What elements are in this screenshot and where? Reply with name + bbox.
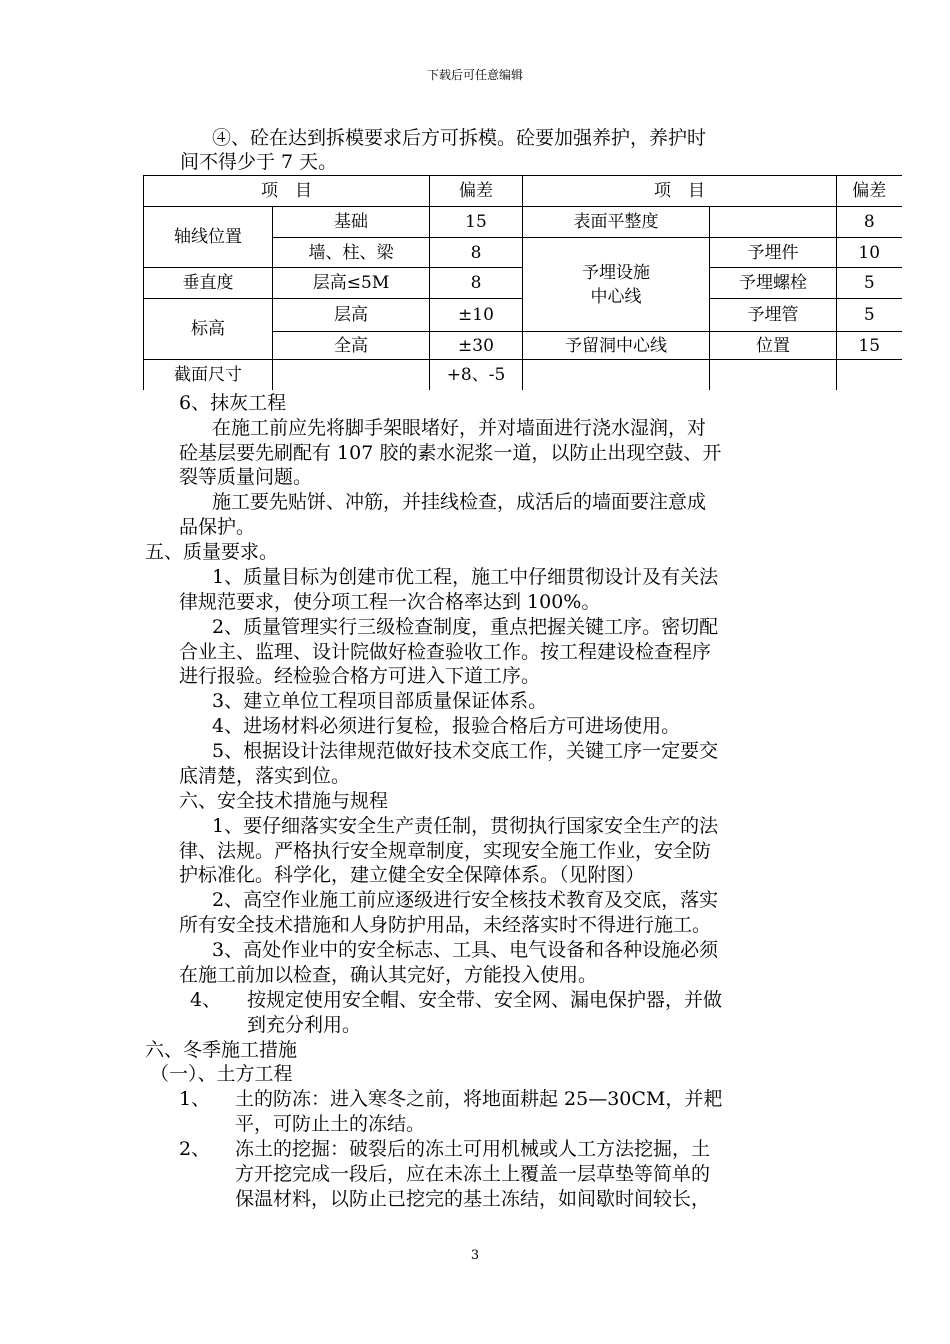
body-line: 按规定使用安全帽、安全带、安全网、漏电保护器，并做 [247, 989, 723, 1011]
table-cell: 表面平整度 [523, 207, 710, 238]
table-cell [837, 360, 902, 390]
section-heading: 6、抹灰工程 [179, 392, 287, 414]
body-line: 施工要先贴饼、冲筋，并挂线检查，成活后的墙面要注意成 [212, 491, 707, 513]
table-cell: 层高≤5M [273, 268, 430, 299]
list-number: 2、 [179, 1138, 211, 1160]
body-line: 进行报验。经检验合格方可进入下道工序。 [179, 665, 541, 687]
list-number: 4、 [190, 989, 222, 1011]
body-line: 底清楚，落实到位。 [179, 765, 351, 787]
table-header-deviation: 偏差 [837, 176, 902, 207]
table-cell: 8 [430, 268, 523, 299]
table-cell [710, 207, 837, 238]
table-cell [273, 360, 430, 390]
table-cell: +8、-5 [430, 360, 523, 390]
intro-line: 间不得少于 7 天。 [180, 151, 338, 173]
section-heading: 六、冬季施工措施 [145, 1039, 298, 1061]
body-line: 冻土的挖掘：破裂后的冻土可用机械或人工方法挖掘，土 [235, 1138, 711, 1160]
table-cell: 8 [430, 238, 523, 268]
table-cell: 轴线位置 [144, 207, 273, 268]
body-line: 在施工前加以检查，确认其完好，方能投入使用。 [179, 964, 598, 986]
page-header: 下载后可任意编辑 [426, 68, 523, 82]
table-cell: ±10 [430, 299, 523, 332]
table-cell: 5 [837, 268, 902, 299]
body-line: 2、质量管理实行三级检查制度，重点把握关键工序。密切配 [212, 616, 719, 638]
body-line: 3、建立单位工程项目部质量保证体系。 [212, 690, 548, 712]
table-cell: 全高 [273, 332, 430, 360]
table-header-item: 项 目 [144, 176, 430, 207]
table-cell: 15 [837, 332, 902, 360]
body-line: 护标准化。科学化，建立健全安全保障体系。（见附图） [179, 864, 645, 886]
body-line: 所有安全技术措施和人身防护用品，未经落实时不得进行施工。 [179, 914, 712, 936]
body-line: 律规范要求，使分项工程一次合格率达到 100%。 [179, 591, 601, 613]
body-line: 品保护。 [179, 516, 256, 538]
body-line: 方开挖完成一段后，应在未冻土上覆盖一层草垫等简单的 [235, 1163, 711, 1185]
section-heading: 五、质量要求。 [145, 541, 279, 563]
table-header-item: 项 目 [523, 176, 837, 207]
deviation-table [143, 175, 902, 390]
table-cell: 予埋设施 中心线 [523, 238, 710, 332]
table-cell: 予留洞中心线 [523, 332, 710, 360]
table-cell: 10 [837, 238, 902, 268]
body-line: 保温材料，以防止已挖完的基土冻结，如间歇时间较长， [235, 1188, 711, 1210]
body-line: 到充分利用。 [247, 1014, 362, 1036]
table-cell: 予埋件 [710, 238, 837, 268]
table-cell: 墙、柱、梁 [273, 238, 430, 268]
table-cell: 予埋管 [710, 299, 837, 332]
body-line: 2、高空作业施工前应逐级进行安全核技术教育及交底，落实 [212, 889, 719, 911]
body-line: 律、法规。严格执行安全规章制度，实现安全施工作业，安全防 [179, 840, 712, 862]
body-line: 1、要仔细落实安全生产责任制，贯彻执行国家安全生产的法 [212, 815, 719, 837]
body-line: 在施工前应先将脚手架眼堵好，并对墙面进行浇水湿润，对 [212, 417, 707, 439]
table-cell: ±30 [430, 332, 523, 360]
table-cell: 15 [430, 207, 523, 238]
table-cell: 标高 [144, 299, 273, 360]
body-line: 5、根据设计法律规范做好技术交底工作，关键工序一定要交 [212, 740, 719, 762]
table-cell [710, 360, 837, 390]
table-cell: 8 [837, 207, 902, 238]
table-cell: 层高 [273, 299, 430, 332]
table-cell: 基础 [273, 207, 430, 238]
body-line: 1、质量目标为创建市优工程，施工中仔细贯彻设计及有关法 [212, 566, 719, 588]
page-number: 3 [470, 1248, 480, 1263]
body-line: 土的防冻：进入寒冬之前，将地面耕起 25—30CM，并耙 [235, 1088, 723, 1110]
table-cell: 垂直度 [144, 268, 273, 299]
body-line: 裂等质量问题。 [179, 466, 313, 488]
table-cell: 予埋螺栓 [710, 268, 837, 299]
body-line: 合业主、监理、设计院做好检查验收工作。按工程建设检查程序 [179, 641, 712, 663]
table-cell: 位置 [710, 332, 837, 360]
body-line: 3、高处作业中的安全标志、工具、电气设备和各种设施必须 [212, 939, 719, 961]
body-line: 4、进场材料必须进行复检，报验合格后方可进场使用。 [212, 715, 681, 737]
table-header-deviation: 偏差 [430, 176, 523, 207]
intro-line: ④、砼在达到拆模要求后方可拆模。砼要加强养护，养护时 [212, 127, 707, 149]
list-number: 1、 [179, 1088, 211, 1110]
table-cell: 5 [837, 299, 902, 332]
table-cell: 截面尺寸 [144, 360, 273, 390]
body-line: 平，可防止土的冻结。 [235, 1113, 426, 1135]
body-line: 砼基层要先刷配有 107 胶的素水泥浆一道，以防止出现空鼓、开 [179, 442, 722, 464]
subsection-heading: （一）、土方工程 [150, 1063, 293, 1085]
section-heading: 六、安全技术措施与规程 [179, 790, 389, 812]
table-cell [523, 360, 710, 390]
